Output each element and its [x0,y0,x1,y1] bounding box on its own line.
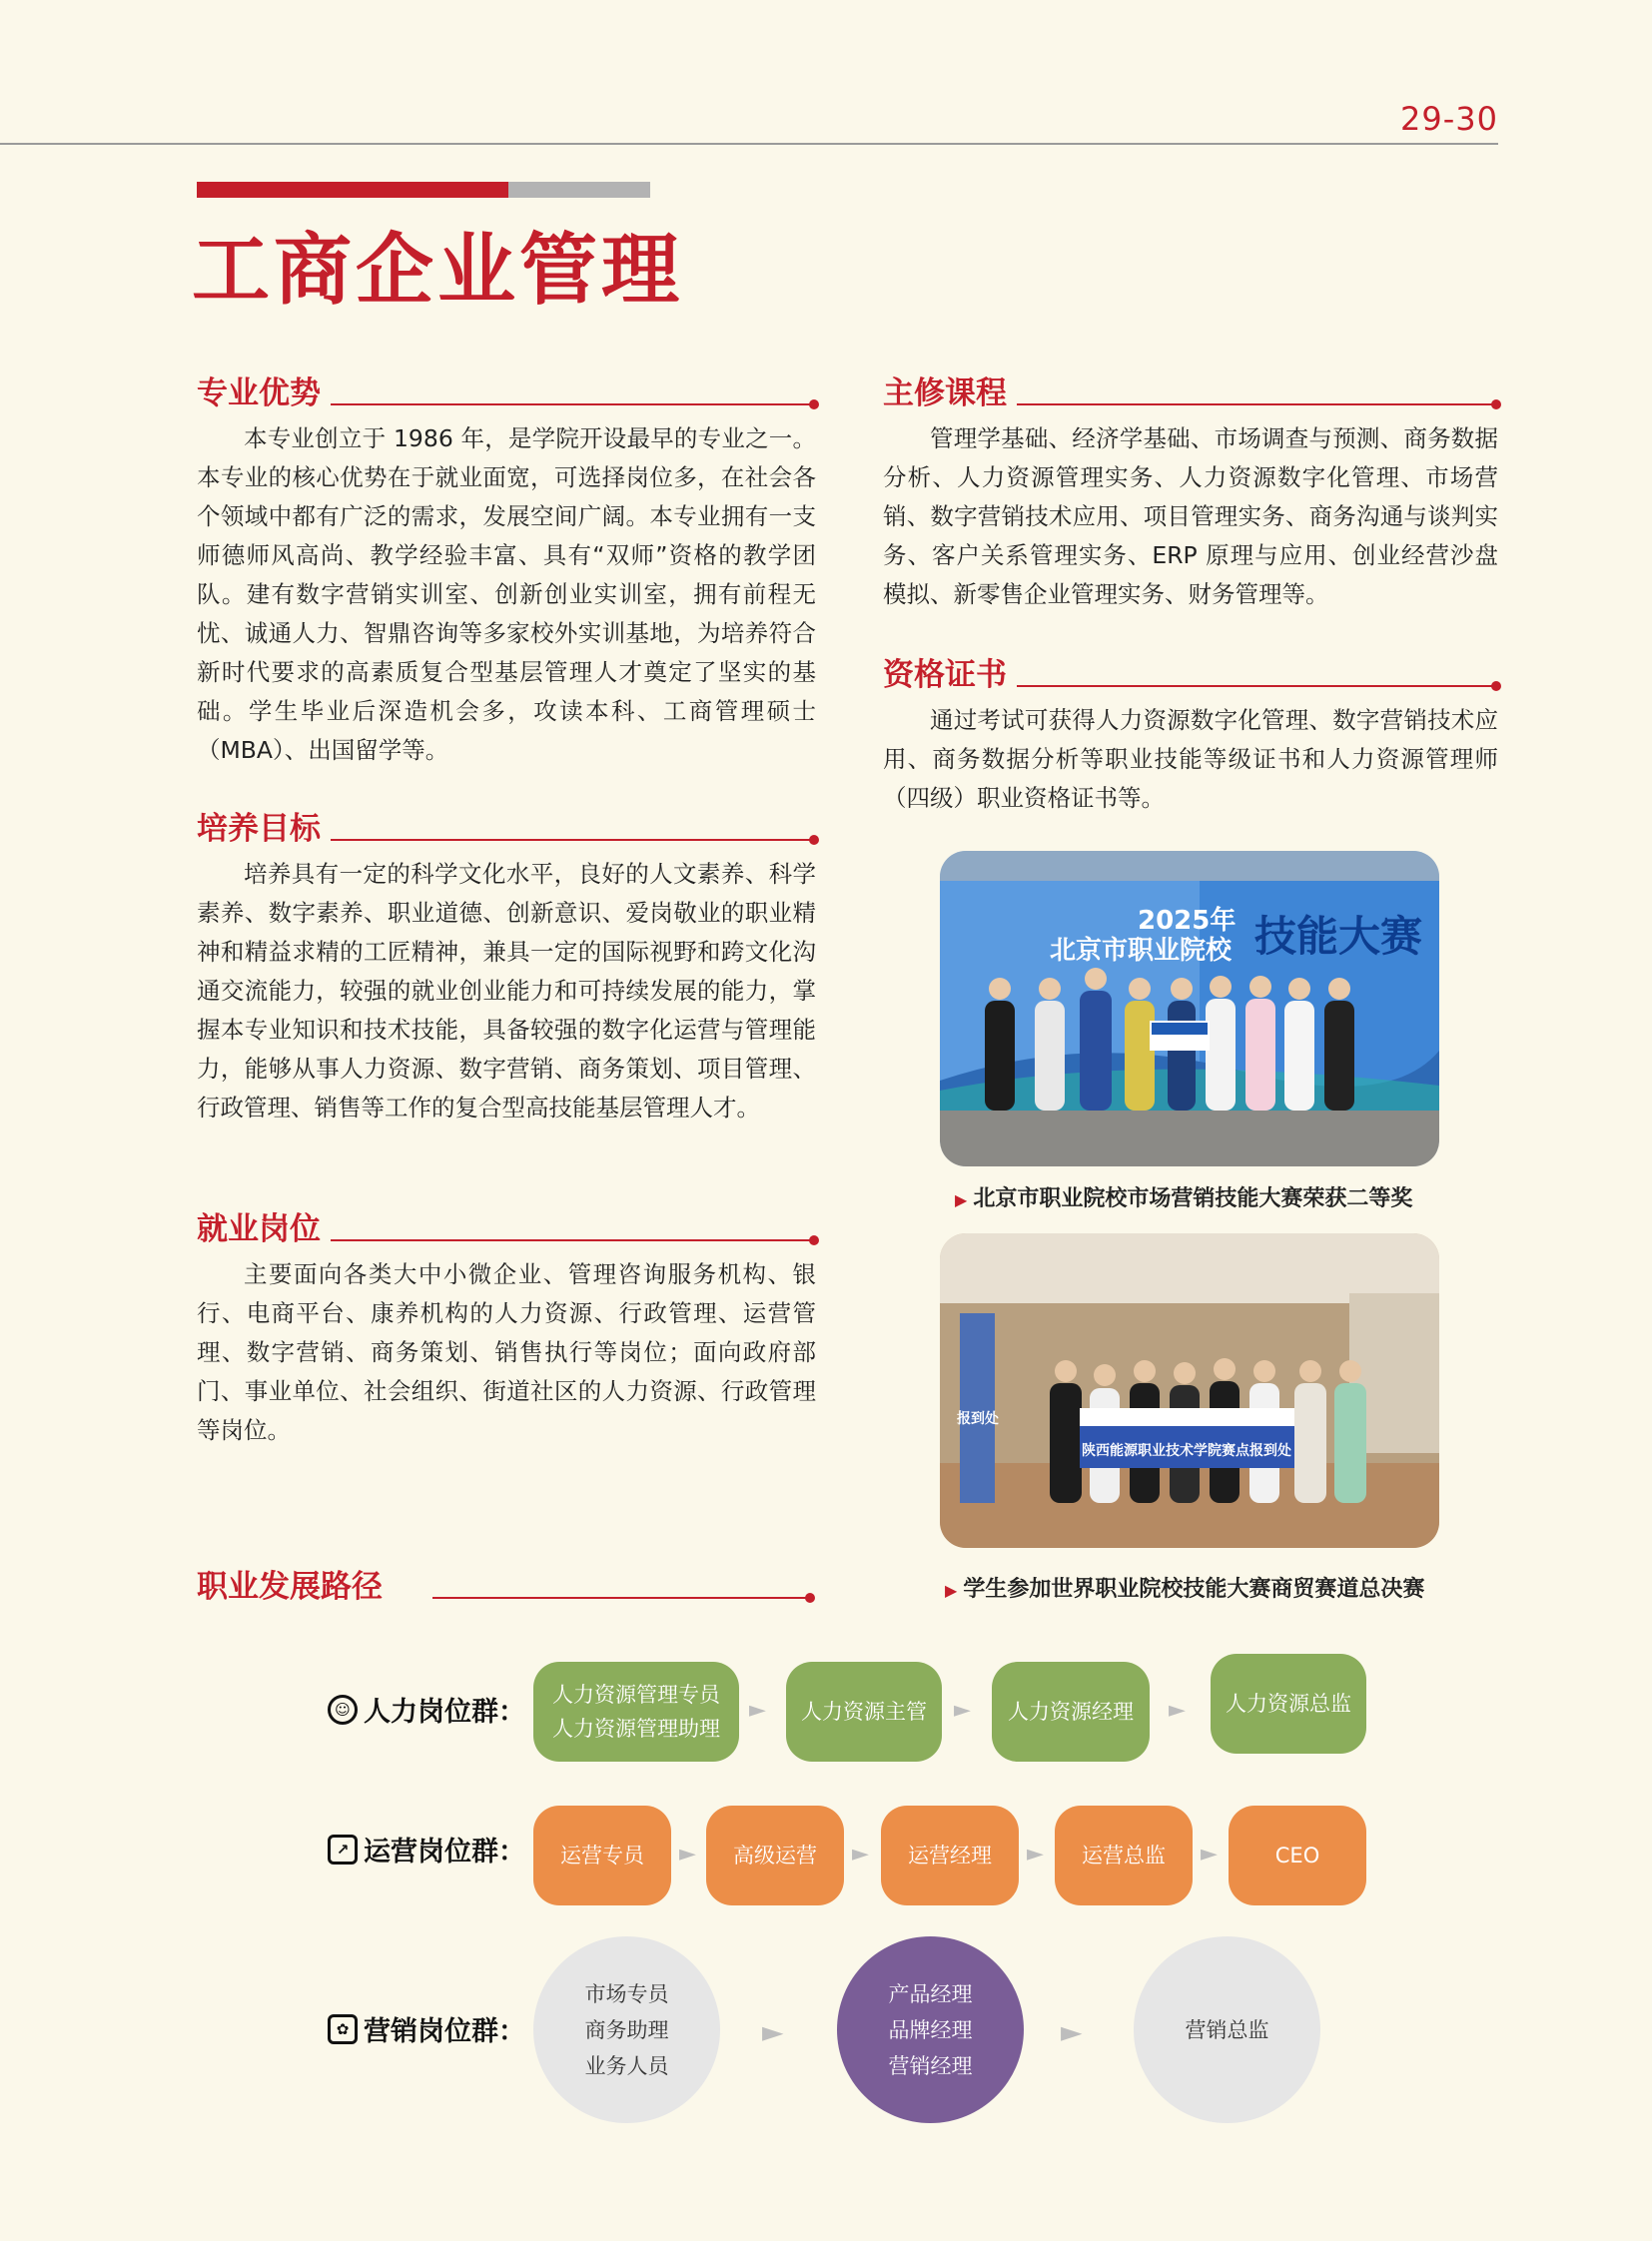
arrow-icon: ► [749,1698,766,1723]
section-goal [197,805,816,1127]
heading-rule [331,403,816,405]
heading-rule [1017,685,1498,687]
photo-beijing-illustration [940,851,1439,1166]
arrow-icon: ► [852,1842,869,1867]
mkt-group-label [328,2009,525,2048]
photo-competition-beijing [940,851,1439,1166]
section-heading: 培养目标 [197,811,321,847]
mkt-step-2 [837,1936,1024,2123]
ops-step-3: 运营经理 [881,1806,1019,1905]
caption-triangle-icon: ▶ [945,1581,958,1600]
chart-icon: ↗ [328,1835,358,1865]
section-heading: 资格证书 [883,657,1007,693]
hr-step-3 [992,1662,1150,1762]
title-bar-red [197,182,508,198]
photo-world-illustration [940,1233,1439,1548]
hr-group-label [328,1690,525,1729]
photo-caption [955,1181,1412,1212]
ops-step-2: 高级运营 [706,1806,844,1905]
photo-caption [945,1572,1424,1603]
caption-text: 北京市职业院校市场营销技能大赛荣获二等奖 [973,1185,1413,1211]
hr-step-1 [533,1662,739,1762]
step-text: 人力资源总监 [1226,1692,1351,1716]
ops-step-5: CEO [1229,1806,1366,1905]
banner-line: 北京市职业院校 [1050,936,1233,966]
section-jobs [197,1205,816,1450]
hr-step-4 [1211,1654,1366,1754]
section-heading: 就业岗位 [197,1211,321,1247]
arrow-icon: ► [1201,1842,1218,1867]
step-text: 人力资源主管 [801,1700,927,1724]
arrow-icon: ► [954,1698,971,1723]
step-text: 商务助理 [584,2017,669,2042]
page-number: 29-30 [1400,100,1498,138]
photo-competition-world [940,1233,1439,1548]
section-heading: 主修课程 [883,375,1007,411]
section-heading: 专业优势 [197,375,321,411]
section-body: 培养具有一定的科学文化水平，良好的人文素养、科学素养、数字素养、职业道德、创新意识、爱岗敬业的职业精神和精益求精的工匠精神，兼具一定的国际视野和跨文化沟通交流能力，较强的就业创业能力和可持续发展的能力，掌握本专业知识和技术技能，具备较强的数字化运营与管理能力，能够从事人力资源、数字营销、商务策划、项目管理、行政管理、销售等工作的复合型高技能基层管理人才。 [197,860,816,1121]
step-text: 营销经理 [888,2053,973,2078]
section-cert [883,651,1498,818]
ops-step-4: 运营总监 [1055,1806,1193,1905]
step-text: 市场专员 [584,1981,669,2006]
row-label-text: 人力岗位群： [364,1697,525,1728]
heading-rule [1017,403,1498,405]
banner-year: 2025年 [1138,906,1237,936]
section-body: 本专业创立于 1986 年，是学院开设最早的专业之一。本专业的核心优势在于就业面宽，可选择岗位多，在社会各个领域中都有广泛的需求，发展空间广阔。本专业拥有一支师德师风高尚、教学经验丰富、具有“双师”资格的教学团队。建有数字营销实训室、创新创业实训室，拥有前程无忧、诚通人力、智鼎咨询等多家校外实训基地，为培养符合新时代要求的高素质复合型基层管理人才奠定了坚实的基础。学生毕业后深造机会多，攻读本科、工商管理硕士（MBA）、出国留学等。 [197,424,816,764]
section-courses [883,370,1498,614]
arrow-icon: ► [1027,1842,1044,1867]
arrow-icon: ► [679,1842,696,1867]
step-text: 人力资源管理专员 [552,1683,720,1707]
row-label-text: 运营岗位群： [364,1837,525,1868]
step-text: 产品经理 [888,1981,973,2006]
ops-group-label [328,1830,525,1868]
page-title: 工商企业管理 [192,226,684,316]
arrow-icon: ► [1169,1698,1186,1723]
caption-text: 学生参加世界职业院校技能大赛商贸赛道总决赛 [963,1576,1425,1602]
heading-rule [331,839,816,841]
arrow-icon: ► [762,2015,784,2048]
mkt-step-1 [533,1936,720,2123]
step-text: 品牌经理 [888,2017,973,2042]
section-advantage [197,370,816,770]
person-icon: ☺ [328,1695,358,1725]
banner-big: 技能大赛 [1254,912,1423,961]
caption-triangle-icon: ▶ [955,1190,968,1209]
title-bar-gray [508,182,650,198]
section-body: 主要面向各类大中小微企业、管理咨询服务机构、银行、电商平台、康养机构的人力资源、行政管理、运营管理、数字营销、商务策划、销售执行等岗位；面向政府部门、事业单位、社会组织、街道社区的人力资源、行政管理等岗位。 [197,1260,816,1444]
row-label-text: 营销岗位群： [364,2016,525,2047]
step-text: 人力资源经理 [1008,1700,1134,1724]
section-body: 管理学基础、经济学基础、市场调查与预测、商务数据分析、人力资源管理实务、人力资源数字化管理、市场营销、数字营销技术应用、项目管理实务、商务沟通与谈判实务、客户关系管理实务、ERP 原理与应用、创业经营沙盘模拟、新零售企业管理实务、财务管理等。 [883,424,1498,608]
step-text: 营销总监 [1185,2017,1269,2042]
step-text: 人力资源管理助理 [552,1717,720,1741]
ops-step-1: 运营专员 [533,1806,671,1905]
handshake-icon: ✿ [328,2014,358,2044]
arrow-icon: ► [1061,2015,1083,2048]
heading-rule [331,1239,816,1241]
stand-text: 报到处 [957,1411,999,1427]
step-text: 业务人员 [584,2053,669,2078]
section-heading: 职业发展路径 [197,1569,383,1605]
hr-step-2 [786,1662,942,1762]
banner-text: 陕西能源职业技术学院赛点报到处 [1082,1443,1291,1459]
header-divider [0,143,1498,145]
section-career [197,1563,812,1607]
mkt-step-3 [1134,1936,1320,2123]
section-body: 通过考试可获得人力资源数字化管理、数字营销技术应用、商务数据分析等职业技能等级证书和人力资源管理师（四级）职业资格证书等。 [883,706,1498,812]
heading-rule [432,1597,812,1599]
